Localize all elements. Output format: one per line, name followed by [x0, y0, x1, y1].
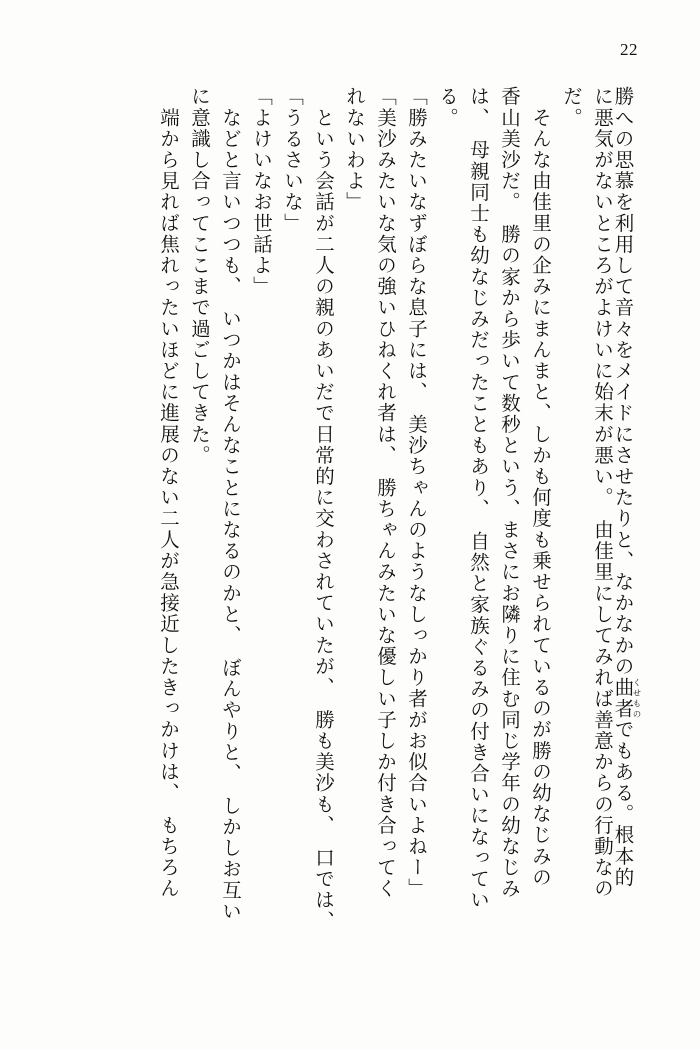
vertical-text-body	[58, 86, 642, 1006]
page-number: 22	[620, 40, 638, 59]
text-column: という会話が二人の親のあいだで日常的に交わされていたが、 勝も美沙も、 口では、	[312, 86, 333, 932]
text-column: 「勝みたいなずぼらな息子には、 美沙ちゃんのようなしっかり者がお似合いよねー」	[405, 86, 426, 900]
text-column: る。	[436, 86, 457, 129]
text-column: に悪気がないところがよけいに始末が悪い。 由佳里にしてみれば善意からの行動なの	[591, 86, 612, 900]
text-column: は、 母親同士も幼なじみだったこともあり、 自然と家族ぐるみの付き合いになってい	[467, 86, 488, 911]
text-column: 端から見れば焦れったいほどに進展のない二人が急接近したきっかけは、 もちろん	[157, 86, 178, 900]
text-column: 「美沙みたいな気の強いひねくれ者は、 勝ちゃんみたいな優しい子しか付き合ってく	[374, 86, 395, 900]
text-column: そんな由佳里の企みにまんまと、しかも何度も乗せられているのが勝の幼なじみの	[529, 86, 550, 888]
text-column: 香山美沙だ。 勝の家から歩いて数秒という、まさにお隣りに住む同じ学年の幼なじみ	[498, 86, 519, 900]
text-column: れないわよ」	[343, 86, 364, 213]
text-column: 勝への思慕を利用して音々をメイドにさせたりと、なかなかの曲者 くせものでもある。根本的	[611, 86, 642, 888]
text-column: 「うるさいな」	[281, 86, 302, 234]
text-column: 「よけいなお世話よ」	[250, 86, 271, 297]
text-column: に意識し合ってここまで過ごしてきた。	[188, 86, 209, 466]
text-column: だ。	[560, 86, 581, 129]
ruby-annotation: 曲者 くせもの	[611, 676, 642, 720]
text-column: などと言いつつも、 いつかはそんなことになるのかと、 ぼんやりと、 しかしお互い	[219, 86, 240, 922]
